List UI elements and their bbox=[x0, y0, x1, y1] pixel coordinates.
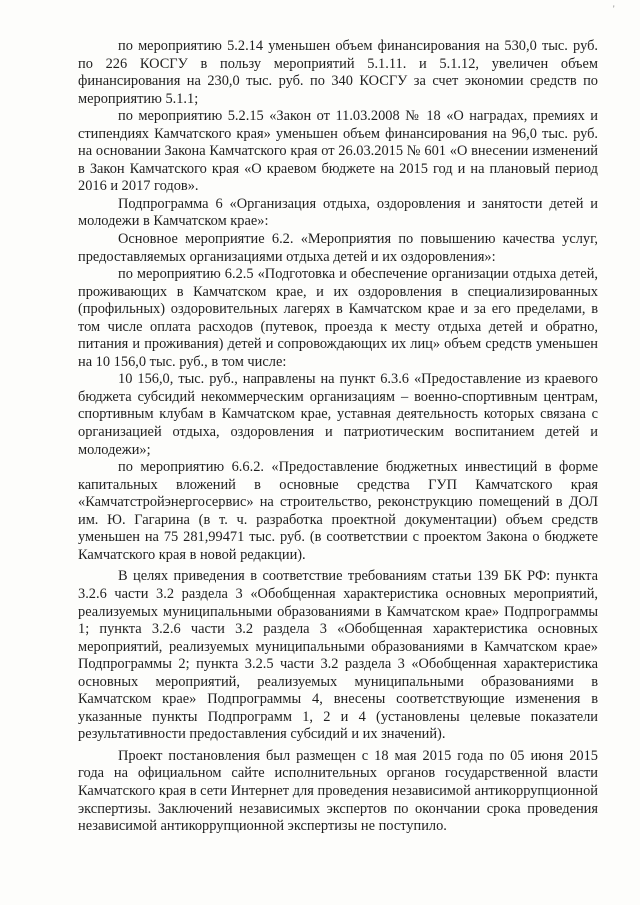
paragraph-redistribution-6-3-6: 10 156,0, тыс. руб., направлены на пункт 6.3.6 «Предоставление из краевого бюджета субсидий некоммерческим организациям – военно-спортивным центрам, спортивным клубам в Камчатском крае, уставная деятельность которых связана с организацией отдыха, оздоровления и патриотическим воспитанием детей и молодежи»; bbox=[78, 371, 598, 458]
paragraph-main-measure-6-2: Основное мероприятие 6.2. «Мероприятия по повышению качества услуг, предоставляемых организациями отдыха детей и их оздоровления»: bbox=[78, 231, 598, 265]
paragraph-measure-5-2-15: по мероприятию 5.2.15 «Закон от 11.03.2008 № 18 «О наградах, премиях и стипендиях Камчатского края» уменьшен объем финансирования на 96,0 тыс. руб. на основании Закона Камчатского края от 26.03.2015 № 601 «О внесении изменений в Закон Камчатского края «О краевом бюджете на 2015 год и на плановый период 2016 и 2017 годов». bbox=[78, 108, 598, 195]
paragraph-subprogram-6: Подпрограмма 6 «Организация отдыха, оздоровления и занятости детей и молодежи в Камчатском крае»: bbox=[78, 195, 598, 230]
paragraph-anticorruption-review: Проект постановления был размещен с 18 мая 2015 года по 05 июня 2015 года на официальном сайте исполнительных органов государственной власти Камчатского края в сети Интернет для проведения независимой антикоррупционной экспертизы. Заключений независимых экспертов по окончании срока проведения независимой антикоррупционной экспертизы не поступило. bbox=[78, 747, 598, 835]
paragraph-article-139: В целях приведения в соответствие требованиям статьи 139 БК РФ: пункта 3.2.6 части 3.2 раздела 3 «Обобщенная характеристика основных мероприятий, реализуемых муниципальными образованиями в Камчатском крае» Подпрограммы 1; пункта 3.2.6 части 3.2 раздела 3 «Обобщенная характеристика основных мероприятий, реализуемых муниципальными образованиями в Камчатском крае» Подпрограммы 2; пункта 3.2.5 части 3.2 раздела 3 «Обобщенная характеристика основных мероприятий, реализуемых муниципальными образованиями в Камчатском крае» Подпрограммы 4, внесены соответствующие изменения в указанные пункты Подпрограмм 1, 2 и 4 (установлены целевые показатели результативности предоставления субсидий и их значений). bbox=[78, 568, 598, 743]
document-body bbox=[78, 38, 598, 836]
paragraph-measure-5-2-14: по мероприятию 5.2.14 уменьшен объем финансирования на 530,0 тыс. руб. по 226 КОСГУ в пользу мероприятий 5.1.11. и 5.1.12, увеличен объем финансирования на 230,0 тыс. руб. по 340 КОСГУ за счет экономии средств по мероприятию 5.1.1; bbox=[78, 38, 598, 107]
paragraph-measure-6-2-5: по мероприятию 6.2.5 «Подготовка и обеспечение организации отдыха детей, проживающих в Камчатском крае, и их оздоровления в специализированных (профильных) оздоровительных лагерях в Камчатском крае и за его пределами, в том числе оплата расходов (путевок, проезда к месту отдыха детей и обратно, питания и проживания) детей и сопровождающих их лиц» объем средств уменьшен на 10 156,0 тыс. руб., в том числе: bbox=[78, 266, 598, 370]
scan-mark: ' bbox=[613, 4, 615, 14]
paragraph-measure-6-6-2: по мероприятию 6.6.2. «Предоставление бюджетных инвестиций в форме капитальных вложений в основные средства ГУП Камчатского края «Камчатстройэнергосервис» на строительство, реконструкцию помещений в ДОЛ им. Ю. Гагарина (в т. ч. разработка проектной документации) объем средств уменьшен на 75 281,99471 тыс. руб. (в соответствии с проектом Закона о бюджете Камчатского края в новой редакции). bbox=[78, 459, 598, 563]
